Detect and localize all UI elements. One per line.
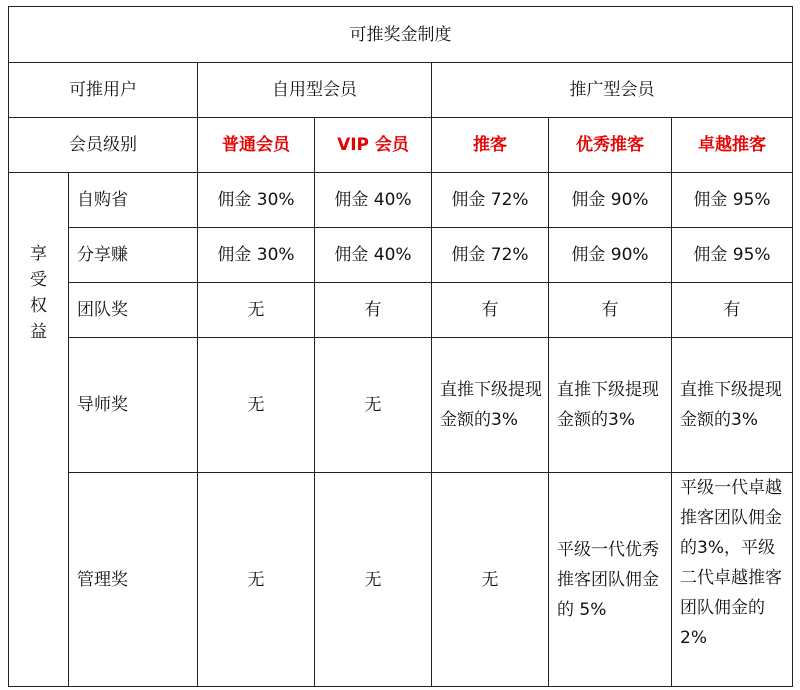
bonus-table bbox=[8, 6, 793, 687]
level-outstanding-tuike: 卓越推客 bbox=[672, 118, 793, 173]
table-cell: 无 bbox=[198, 473, 315, 687]
table-cell: 佣金 30% bbox=[198, 173, 315, 228]
table-cell: 佣金 30% bbox=[198, 228, 315, 283]
table-cell: 佣金 40% bbox=[315, 173, 432, 228]
row-label: 分享赚 bbox=[69, 228, 198, 283]
table-cell: 佣金 95% bbox=[672, 228, 793, 283]
table-cell: 无 bbox=[198, 283, 315, 338]
side-char: 权 bbox=[30, 296, 47, 316]
side-char: 益 bbox=[30, 322, 47, 342]
table-cell: 佣金 72% bbox=[432, 228, 549, 283]
table-cell: 佣金 40% bbox=[315, 228, 432, 283]
table-cell: 佣金 90% bbox=[549, 228, 672, 283]
table-cell: 无 bbox=[432, 473, 549, 687]
table-cell: 无 bbox=[198, 338, 315, 473]
table-cell: 无 bbox=[315, 473, 432, 687]
side-char: 享 bbox=[30, 244, 47, 264]
member-level-label: 会员级别 bbox=[9, 118, 198, 173]
table-cell: 直推下级提现金额的3% bbox=[672, 338, 793, 473]
benefits-side-label bbox=[9, 173, 69, 687]
table-cell-clipped bbox=[672, 473, 793, 687]
table-title: 可推奖金制度 bbox=[9, 7, 793, 63]
table-cell: 有 bbox=[315, 283, 432, 338]
side-char: 受 bbox=[30, 270, 47, 290]
row-label: 导师奖 bbox=[69, 338, 198, 473]
table-cell: 佣金 90% bbox=[549, 173, 672, 228]
table-cell: 平级一代卓越推客团队佣金的3%，平级二代卓越推客团队佣金的 2% bbox=[680, 478, 782, 648]
table-cell: 平级一代优秀推客团队佣金的 5% bbox=[549, 473, 672, 687]
row-label: 团队奖 bbox=[69, 283, 198, 338]
level-tuike: 推客 bbox=[432, 118, 549, 173]
table-cell: 佣金 95% bbox=[672, 173, 793, 228]
table-cell: 直推下级提现金额的3% bbox=[549, 338, 672, 473]
self-use-member-header: 自用型会员 bbox=[198, 63, 432, 118]
promo-member-header: 推广型会员 bbox=[432, 63, 793, 118]
table-cell: 有 bbox=[672, 283, 793, 338]
level-vip: VIP 会员 bbox=[315, 118, 432, 173]
table-cell: 有 bbox=[549, 283, 672, 338]
table-cell: 有 bbox=[432, 283, 549, 338]
row-label: 自购省 bbox=[69, 173, 198, 228]
table-cell: 直推下级提现金额的3% bbox=[432, 338, 549, 473]
level-regular: 普通会员 bbox=[198, 118, 315, 173]
row-label: 管理奖 bbox=[69, 473, 198, 687]
level-excellent-tuike: 优秀推客 bbox=[549, 118, 672, 173]
table-cell: 佣金 72% bbox=[432, 173, 549, 228]
user-type-label: 可推用户 bbox=[9, 63, 198, 118]
table-cell: 无 bbox=[315, 338, 432, 473]
